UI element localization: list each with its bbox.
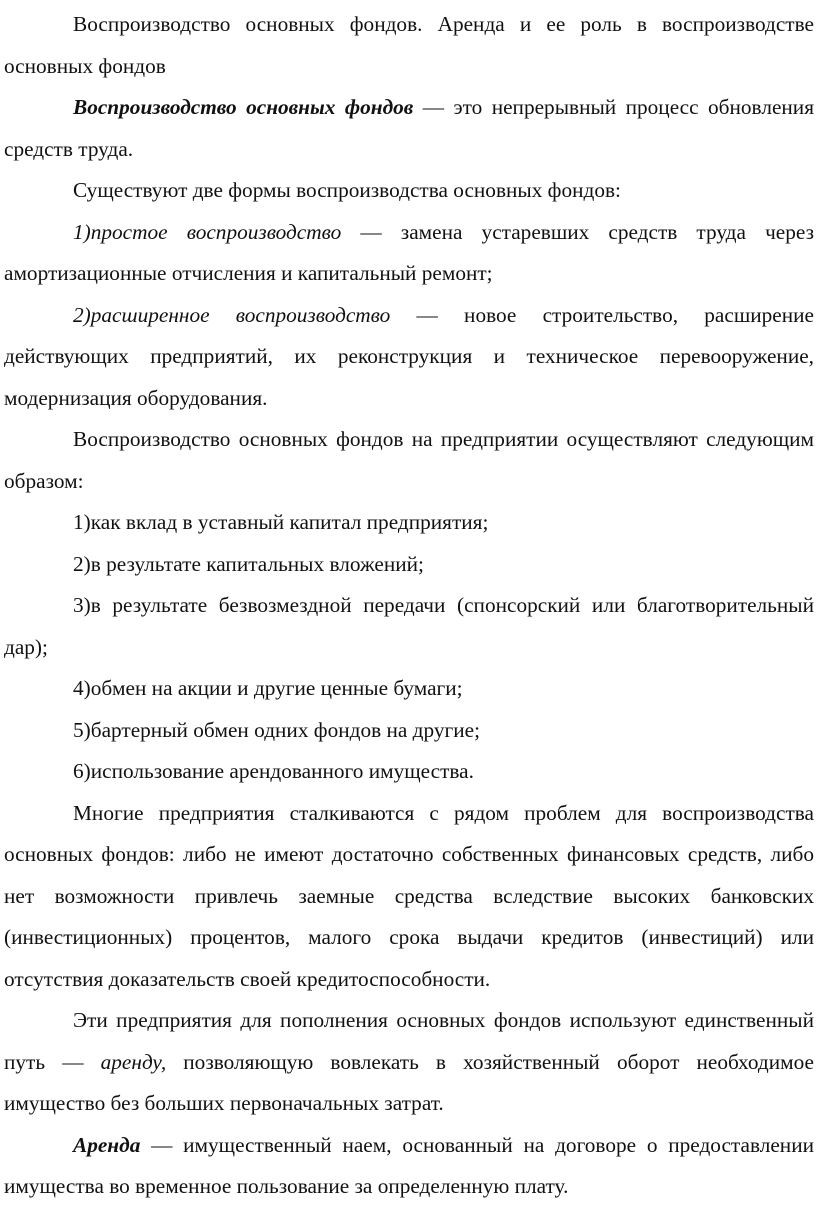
method-item: 1)как вклад в уставный капитал предприятия; [73, 510, 489, 534]
lease-term: аренду, [100, 1049, 167, 1074]
form-item-simple [4, 212, 814, 295]
methods-intro: Воспроизводство основных фондов на предприятии осуществляют следующим образом: [4, 427, 814, 493]
method-item: 5)бартерный обмен одних фондов на другие; [73, 717, 481, 742]
problems-paragraph: Многие предприятия сталкиваются с рядом проблем для воспроизводства основных фондов: либо не имеют достаточно собственных финансовых средств, либо нет возможности привлечь заемные средства вследствие высоких банковских (инвестиционных) процентов, малого срока выдачи кредитов (инвестиций) или отсутствия доказательств своей кредитоспособности. [4, 800, 814, 991]
form-item-extended [4, 295, 814, 420]
definition-text: — это непрерывный процесс обновления средств труда. [4, 95, 814, 161]
lease-definition-paragraph [4, 1125, 814, 1208]
form-term-simple: 1)простое воспроизводство [73, 219, 342, 244]
lease-text-after: позволяющую вовлекать в хозяйственный оборот необходимое имущество без больших первоначальных затрат. [4, 1049, 815, 1115]
method-item: 4)обмен на акции и другие ценные бумаги; [73, 676, 463, 700]
form-term-extended: 2)расширенное воспроизводство [73, 302, 391, 327]
document-title: Воспроизводство основных фондов. Аренда и ее роль в воспроизводстве основных фондов [4, 12, 814, 78]
lease-definition-term: Аренда [73, 1132, 141, 1157]
forms-intro: Существуют две формы воспроизводства основных фондов: [73, 178, 621, 202]
form-text-simple: — замена устаревших средств труда через амортизационные отчисления и капитальный ремонт; [4, 219, 815, 285]
definition-paragraph [4, 87, 814, 170]
method-item: 6)использование арендованного имущества. [73, 759, 474, 783]
method-item: 3)в результате безвозмездной передачи (спонсорский или благотворительный дар); [4, 593, 814, 659]
lease-definition-text: — имущественный наем, основанный на договоре о предоставлении имущества во временное пользование за определенную плату. [4, 1132, 814, 1198]
method-item: 2)в результате капитальных вложений; [73, 551, 424, 576]
form-text-extended: — новое строительство, расширение действующих предприятий, их реконструкция и техническое перевооружение, модернизация оборудования. [4, 302, 814, 410]
lease-paragraph [4, 1000, 814, 1125]
lease-text-before: Эти предприятия для пополнения основных фондов используют единственный путь — [4, 1008, 814, 1074]
definition-term: Воспроизводство основных фондов [73, 95, 414, 119]
